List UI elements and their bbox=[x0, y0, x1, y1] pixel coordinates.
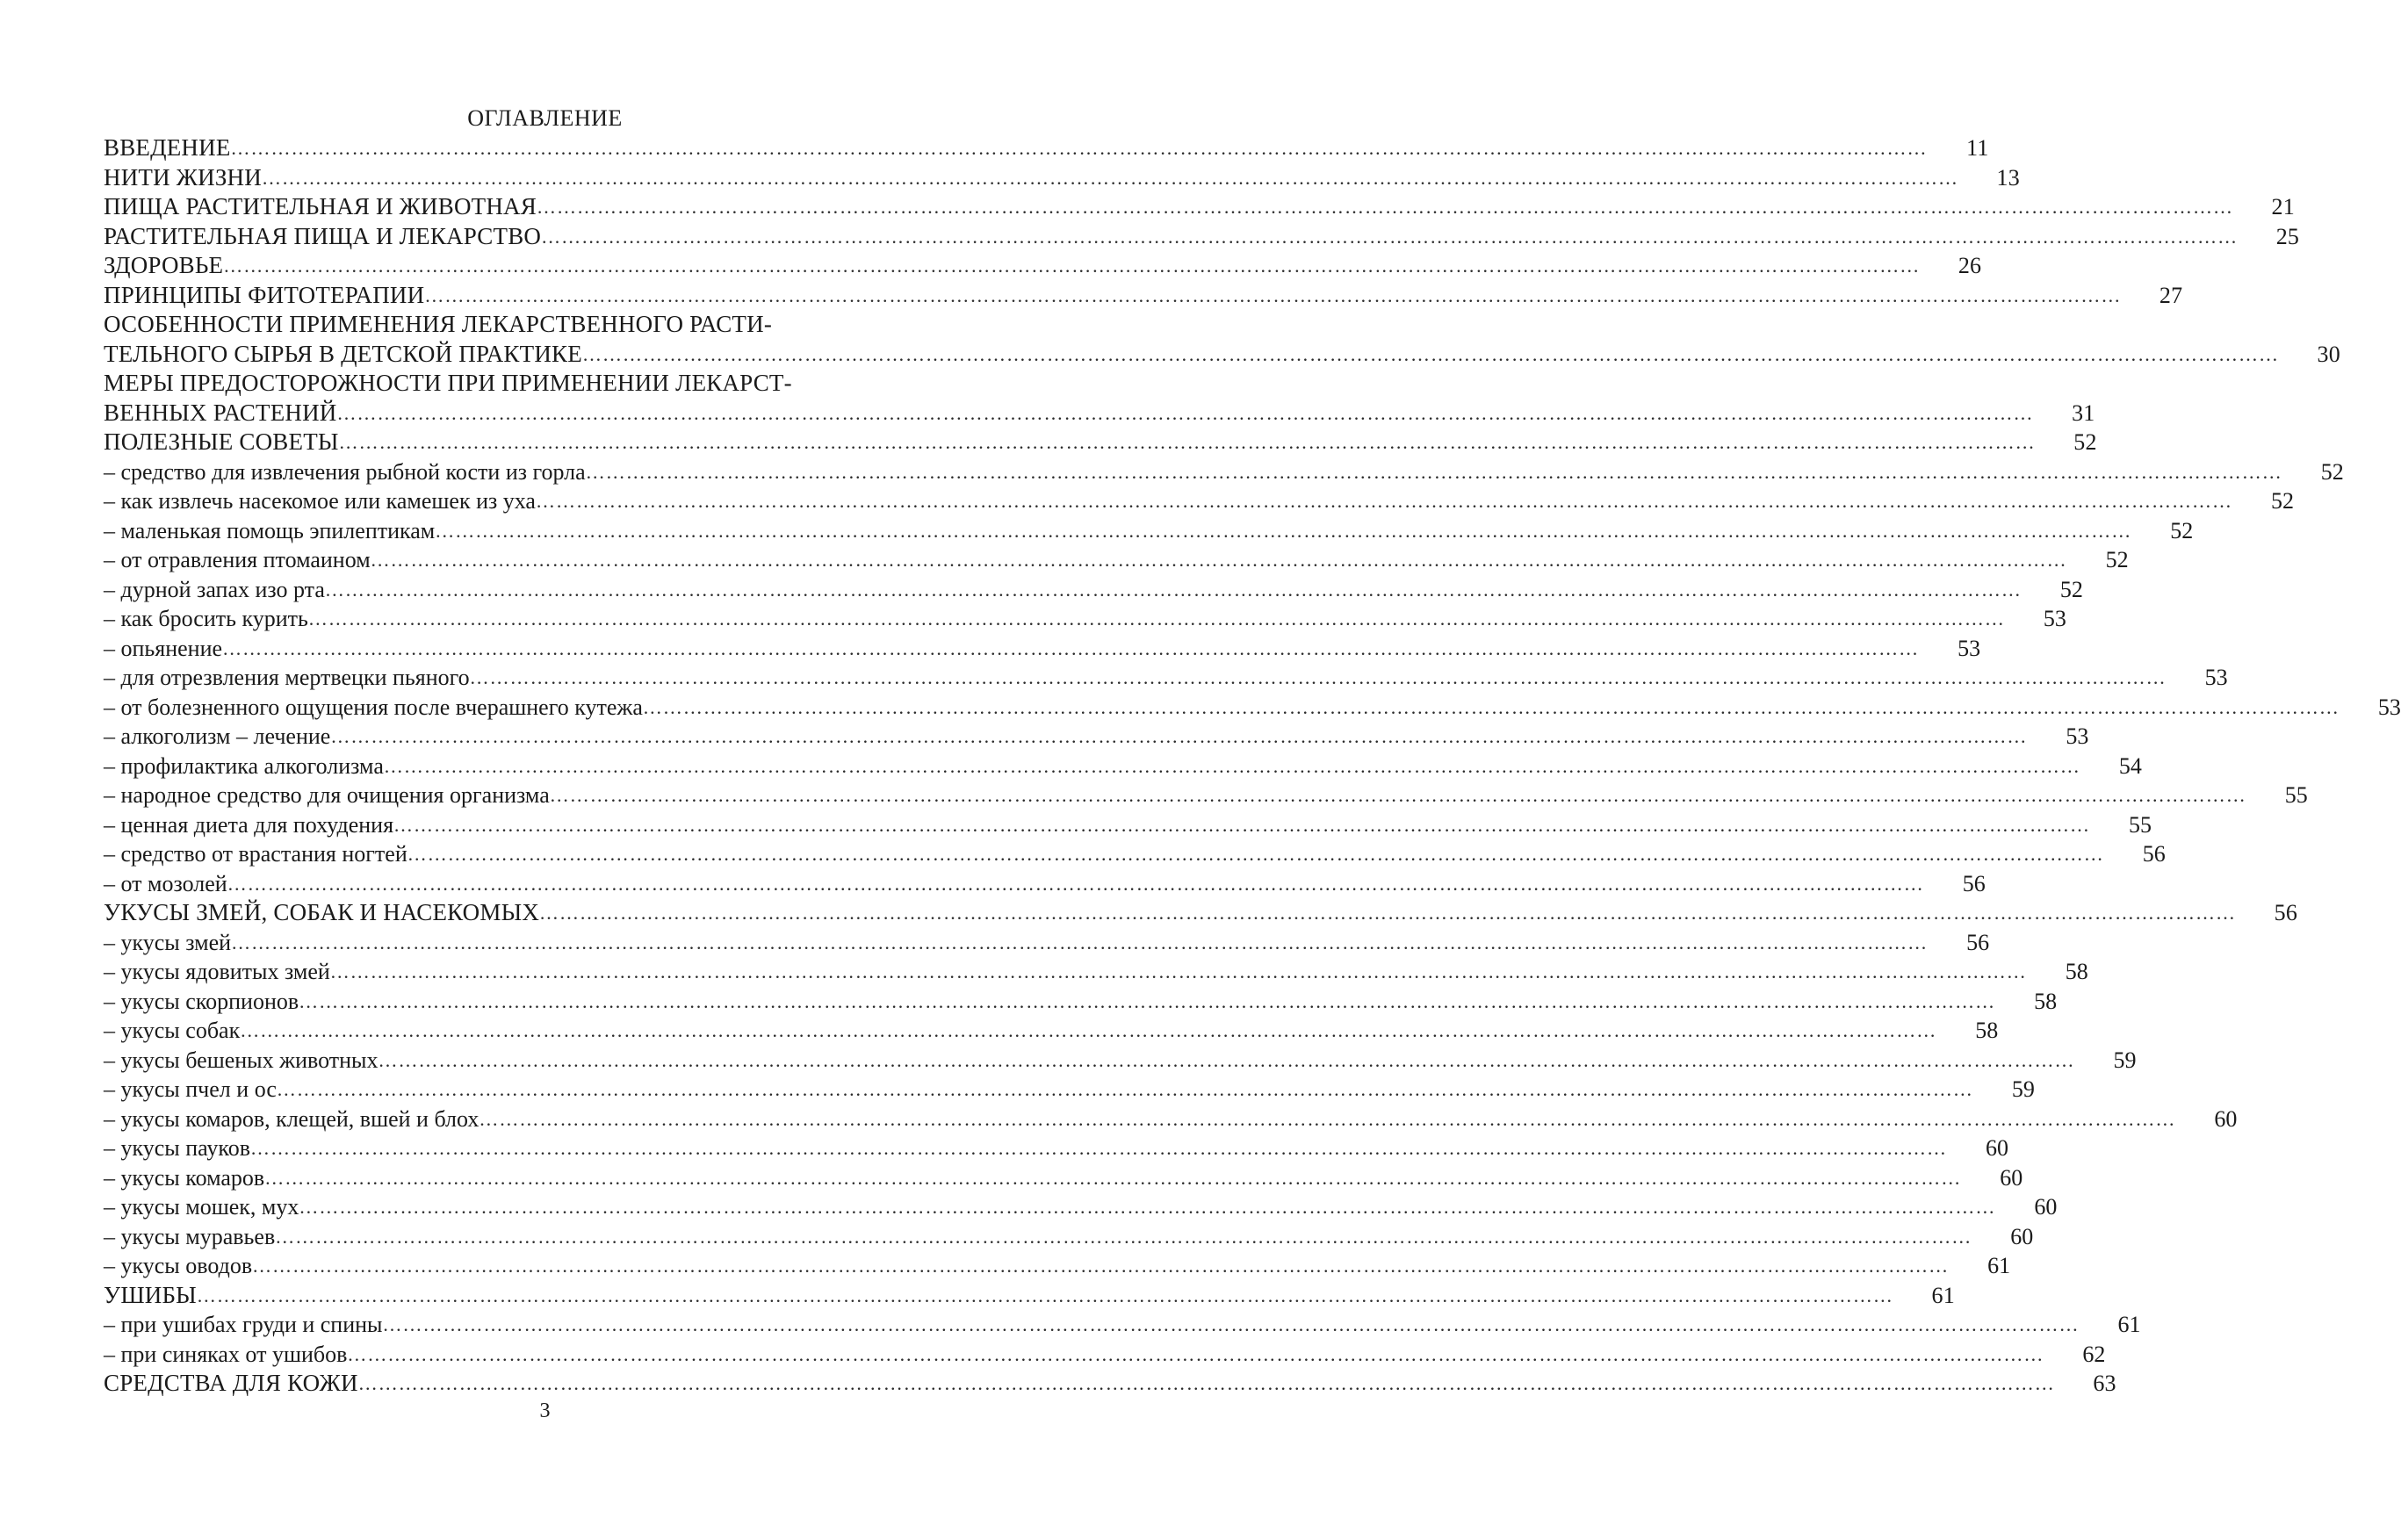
toc-entry-title: – при синяках от ушибов bbox=[104, 1341, 348, 1367]
toc-entry bbox=[104, 486, 2294, 516]
toc-entry-page: 52 bbox=[2059, 576, 2083, 602]
toc-entry bbox=[104, 369, 929, 399]
toc-entry-title: ПИЩА РАСТИТЕЛЬНАЯ И ЖИВОТНАЯ bbox=[104, 193, 537, 219]
dot-leader bbox=[330, 957, 2027, 987]
toc-entry bbox=[104, 869, 1986, 899]
toc-entry bbox=[104, 428, 2097, 457]
toc-entry bbox=[104, 1133, 2008, 1163]
page-title: ОГЛАВЛЕНИЕ bbox=[467, 105, 623, 131]
dot-leader bbox=[264, 1163, 1961, 1193]
toc-entry bbox=[104, 1251, 2011, 1281]
toc-entry bbox=[104, 810, 2152, 840]
dot-leader bbox=[330, 722, 2027, 752]
dot-leader bbox=[643, 693, 2340, 723]
toc-entry-title: СРЕДСТВА ДЛЯ КОЖИ bbox=[104, 1370, 358, 1396]
toc-entry-page: 55 bbox=[2284, 782, 2308, 808]
dot-leader bbox=[537, 192, 2233, 222]
dot-leader bbox=[240, 1016, 1936, 1046]
toc-entry bbox=[104, 634, 1981, 664]
toc-entry-title: МЕРЫ ПРЕДОСТОРОЖНОСТИ ПРИ ПРИМЕНЕНИИ ЛЕКАРСТ- bbox=[104, 370, 792, 396]
dot-leader bbox=[231, 133, 1928, 163]
toc-entry-title: – ценная диета для похудения bbox=[104, 811, 394, 838]
toc-entry-page: 59 bbox=[2113, 1047, 2137, 1073]
toc-entry-page: 53 bbox=[2377, 694, 2401, 720]
toc-entry bbox=[104, 928, 1990, 958]
dot-leader bbox=[383, 1310, 2080, 1340]
toc-entry-title: УКУСЫ ЗМЕЙ, СОБАК И НАСЕКОМЫХ bbox=[104, 899, 540, 925]
toc-entry-page: 53 bbox=[1958, 635, 1981, 661]
dot-leader bbox=[539, 898, 2236, 928]
toc-entry-title: – опьянение bbox=[104, 635, 223, 661]
toc-entry bbox=[104, 575, 2083, 605]
toc-entry-title: – укусы комаров, клещей, вшей и блох bbox=[104, 1105, 479, 1132]
dot-leader bbox=[252, 1251, 1949, 1281]
toc-entry bbox=[104, 340, 2340, 370]
toc-entry-page: 58 bbox=[2034, 988, 2058, 1014]
dot-leader bbox=[393, 810, 2090, 840]
dot-leader bbox=[299, 1192, 1995, 1222]
dot-leader bbox=[227, 869, 1924, 899]
dot-leader bbox=[479, 1105, 2175, 1134]
toc-entry-title: – укусы мошек, мух bbox=[104, 1194, 299, 1220]
toc-entry-page: 60 bbox=[2214, 1105, 2238, 1132]
toc-entry bbox=[104, 957, 2088, 987]
dot-leader bbox=[347, 1340, 2044, 1370]
toc-entry-page: 55 bbox=[2129, 811, 2152, 838]
toc-entry-title: – как извлечь насекомое или камешек из уха bbox=[104, 488, 536, 514]
toc-entry-page: 56 bbox=[2274, 900, 2298, 925]
toc-entry bbox=[104, 722, 2089, 752]
toc-entry-title: ВВЕДЕНИЕ bbox=[104, 134, 231, 161]
toc-entry-title: НИТИ ЖИЗНИ bbox=[104, 163, 262, 191]
toc-entry-title: – средство для извлечения рыбной кости из горла bbox=[104, 458, 586, 485]
dot-leader bbox=[582, 340, 2279, 370]
toc-entry-page: 52 bbox=[2170, 517, 2194, 543]
dot-leader bbox=[435, 516, 2131, 546]
toc-entry-page: 13 bbox=[1996, 164, 2020, 191]
dot-leader bbox=[222, 634, 1919, 664]
toc-entry bbox=[104, 133, 1989, 163]
toc-entry-page: 21 bbox=[2271, 194, 2295, 219]
toc-entry-title: – укусы змей bbox=[104, 929, 232, 955]
toc-entry-title: – дурной запах изо рта bbox=[104, 576, 325, 602]
toc-entry-title: – укусы ядовитых змей bbox=[104, 959, 330, 984]
toc-entry-page: 56 bbox=[1966, 929, 1990, 955]
dot-leader bbox=[541, 222, 2238, 252]
toc-entry-title: – укусы муравьев bbox=[104, 1223, 276, 1249]
toc-entry bbox=[104, 1192, 2058, 1222]
toc-entry-page: 61 bbox=[1931, 1282, 1955, 1308]
dot-leader bbox=[339, 428, 2036, 457]
dot-leader bbox=[371, 545, 2067, 575]
toc-entry bbox=[104, 693, 2401, 723]
toc-entry-title: – как бросить курить bbox=[104, 606, 308, 631]
toc-entry-page: 60 bbox=[2010, 1223, 2034, 1249]
dot-leader bbox=[586, 457, 2282, 487]
toc-entry-page: 52 bbox=[2073, 429, 2097, 455]
dot-leader bbox=[262, 163, 1958, 193]
toc-entry bbox=[104, 281, 2183, 311]
toc-entry-title: – от болезненного ощущения после вчерашнего кутежа bbox=[104, 694, 643, 720]
toc-entry-title: – для отрезвления мертвецки пьяного bbox=[104, 665, 470, 690]
toc-entry-title: РАСТИТЕЛЬНАЯ ПИЩА И ЛЕКАРСТВО bbox=[104, 222, 542, 249]
toc-entry bbox=[104, 545, 2129, 575]
toc-entry bbox=[104, 399, 2095, 428]
toc-entry-title: – укусы пауков bbox=[104, 1135, 250, 1161]
toc-entry bbox=[104, 516, 2194, 546]
dot-leader bbox=[550, 781, 2246, 810]
toc-list bbox=[104, 133, 2401, 1399]
toc-entry-page: 58 bbox=[1975, 1018, 1999, 1043]
toc-entry bbox=[104, 987, 2058, 1017]
dot-leader bbox=[384, 752, 2080, 781]
toc-entry-page: 53 bbox=[2043, 606, 2066, 631]
toc-entry-page: 52 bbox=[2270, 488, 2294, 514]
dot-leader bbox=[424, 281, 2121, 311]
toc-entry-page: 52 bbox=[2320, 458, 2344, 485]
toc-entry-page: 62 bbox=[2082, 1341, 2106, 1367]
toc-entry bbox=[104, 1016, 1999, 1046]
toc-entry-page: 30 bbox=[2317, 341, 2340, 367]
toc-entry-title: ПОЛЕЗНЫЕ СОВЕТЫ bbox=[104, 428, 339, 455]
toc-entry-title: – укусы комаров bbox=[104, 1164, 265, 1191]
dot-leader bbox=[325, 575, 2022, 605]
toc-entry-title: ВЕННЫХ РАСТЕНИЙ bbox=[104, 399, 337, 426]
toc-entry-page: 56 bbox=[2142, 841, 2166, 867]
dot-leader bbox=[299, 987, 1995, 1017]
toc-entry-page: 52 bbox=[2105, 547, 2129, 572]
toc-entry bbox=[104, 457, 2344, 487]
toc-entry-page: 25 bbox=[2275, 223, 2300, 249]
toc-entry-page: 59 bbox=[2011, 1076, 2035, 1102]
toc-entry-title: ЗДОРОВЬЕ bbox=[104, 252, 224, 278]
toc-entry-title: – от отравления птомаином bbox=[104, 547, 371, 572]
toc-entry-page: 60 bbox=[1986, 1135, 2008, 1161]
dot-leader bbox=[250, 1133, 1947, 1163]
toc-entry bbox=[104, 1046, 2137, 1076]
toc-entry-title: ТЕЛЬНОГО СЫРЬЯ В ДЕТСКОЙ ПРАКТИКЕ bbox=[104, 340, 582, 367]
toc-entry bbox=[104, 310, 929, 340]
toc-entry-page: 31 bbox=[2072, 399, 2095, 426]
toc-entry-page: 26 bbox=[1958, 253, 1982, 278]
toc-entry-page: 11 bbox=[1966, 135, 1989, 161]
toc-entry bbox=[104, 604, 2066, 634]
toc-entry bbox=[104, 1369, 2116, 1399]
toc-entry bbox=[104, 839, 2166, 869]
toc-entry bbox=[104, 1163, 2023, 1193]
dot-leader bbox=[277, 1075, 1973, 1105]
toc-entry-page: 53 bbox=[2066, 723, 2089, 749]
toc-entry-page: 60 bbox=[2000, 1164, 2023, 1191]
toc-entry-title: УШИБЫ bbox=[104, 1281, 197, 1308]
dot-leader bbox=[275, 1222, 1972, 1252]
toc-entry-title: – от мозолей bbox=[104, 870, 227, 896]
toc-entry bbox=[104, 251, 1982, 281]
dot-leader bbox=[407, 839, 2104, 869]
toc-entry-title: ПРИНЦИПЫ ФИТОТЕРАПИИ bbox=[104, 281, 425, 308]
toc-entry bbox=[104, 192, 2295, 222]
toc-entry-title: – при ушибах груди и спины bbox=[104, 1312, 383, 1337]
toc-entry-title: – профилактика алкоголизма bbox=[104, 752, 384, 779]
dot-leader bbox=[223, 251, 1920, 281]
toc-entry bbox=[104, 781, 2308, 810]
toc-entry bbox=[104, 163, 2020, 193]
dot-leader bbox=[470, 663, 2167, 693]
toc-entry-page: 61 bbox=[2117, 1312, 2141, 1337]
toc-entry bbox=[104, 222, 2300, 252]
toc-entry-page: 61 bbox=[1987, 1253, 2011, 1278]
dot-leader bbox=[358, 1369, 2055, 1399]
dot-leader bbox=[197, 1281, 1893, 1311]
toc-entry-title: – укусы скорпионов bbox=[104, 988, 299, 1014]
toc-entry bbox=[104, 1105, 2238, 1134]
toc-entry bbox=[104, 752, 2142, 781]
toc-entry bbox=[104, 1340, 2106, 1370]
toc-entry bbox=[104, 1075, 2035, 1105]
dot-leader bbox=[337, 399, 2034, 428]
toc-entry bbox=[104, 663, 2228, 693]
toc-entry-page: 27 bbox=[2159, 282, 2183, 308]
toc-entry-title: ОСОБЕННОСТИ ПРИМЕНЕНИЯ ЛЕКАРСТВЕННОГО РАСТИ- bbox=[104, 311, 773, 337]
page-number: 3 bbox=[539, 1400, 551, 1422]
dot-leader bbox=[379, 1046, 2075, 1076]
toc-entry-page: 60 bbox=[2034, 1194, 2058, 1220]
toc-entry-page: 53 bbox=[2204, 665, 2228, 690]
toc-entry-page: 58 bbox=[2065, 959, 2088, 984]
toc-entry-title: – укусы оводов bbox=[104, 1253, 253, 1278]
toc-entry-title: – укусы пчел и ос bbox=[104, 1076, 277, 1102]
toc-entry-title: – укусы бешеных животных bbox=[104, 1047, 379, 1073]
toc-entry bbox=[104, 1310, 2141, 1340]
toc-entry-title: – народное средство для очищения организма bbox=[104, 782, 550, 808]
dot-leader bbox=[308, 604, 2005, 634]
toc-entry bbox=[104, 898, 2298, 928]
toc-entry-page: 54 bbox=[2118, 752, 2142, 779]
toc-entry-title: – средство от врастания ногтей bbox=[104, 841, 407, 867]
dot-leader bbox=[536, 486, 2232, 516]
dot-leader bbox=[231, 928, 1928, 958]
toc-entry-page: 63 bbox=[2093, 1371, 2116, 1396]
toc-entry-title: – алкоголизм – лечение bbox=[104, 723, 331, 749]
toc-entry-page: 56 bbox=[1962, 870, 1986, 896]
toc-entry bbox=[104, 1281, 1955, 1311]
toc-entry-title: – маленькая помощь эпилептикам bbox=[104, 517, 436, 543]
toc-entry-title: – укусы собак bbox=[104, 1018, 241, 1043]
toc-entry bbox=[104, 1222, 2034, 1252]
